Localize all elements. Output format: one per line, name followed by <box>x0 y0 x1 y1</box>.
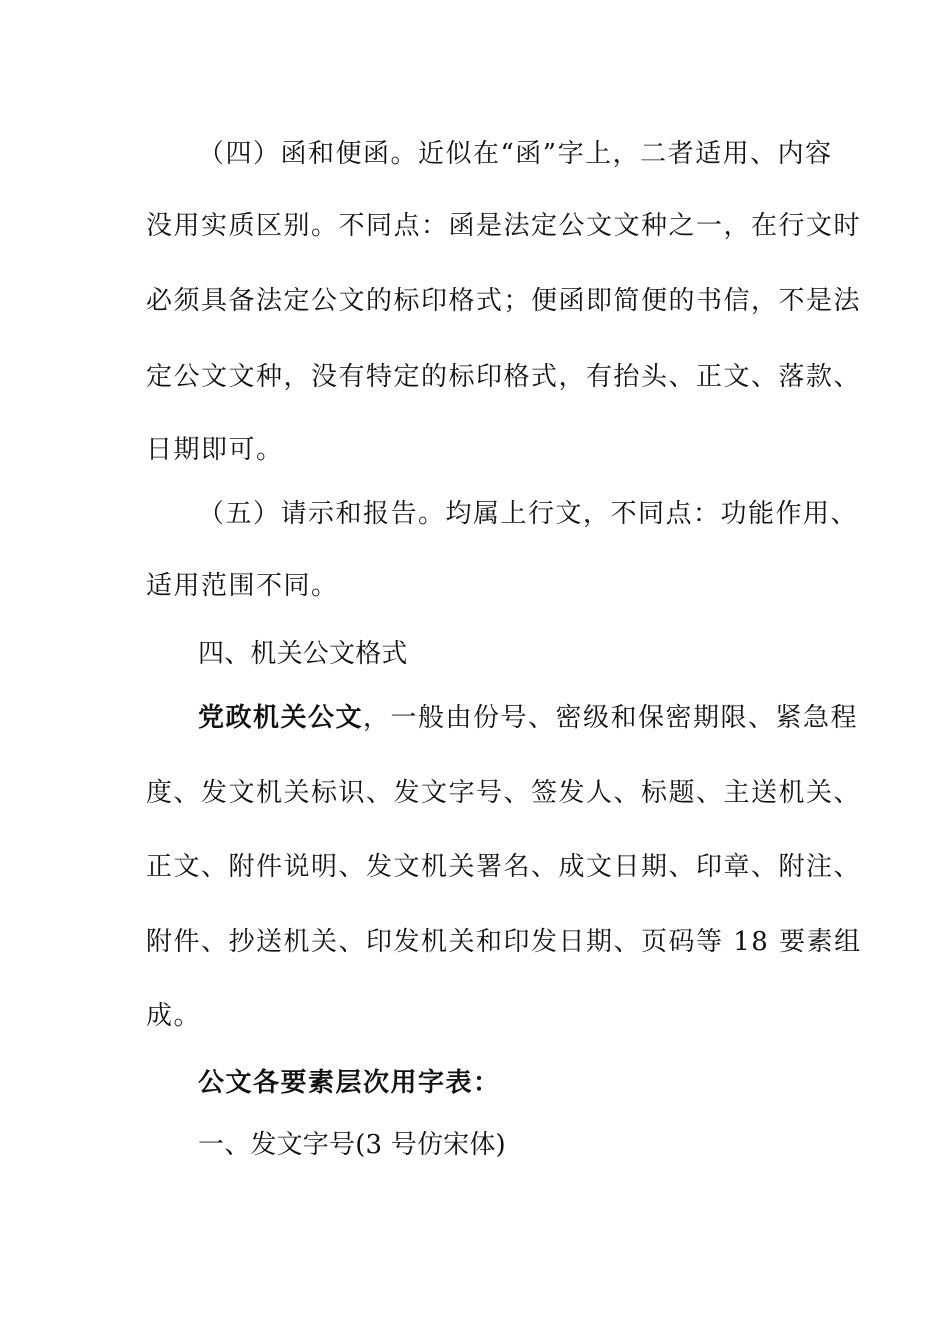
paragraph-format-line-1 <box>198 702 868 734</box>
section-heading: 四、机关公文格式 <box>198 639 408 669</box>
paragraph-4-line-5: 日期即可。 <box>146 435 284 465</box>
paragraph-format-line-4: 附件、抄送机关、印发机关和印发日期、页码等 18 要素组 <box>146 927 862 957</box>
paragraph-5-line-2: 适用范围不同。 <box>146 571 339 601</box>
paragraph-4-line-2: 没用实质区别。不同点：函是法定公文文种之一，在行文时 <box>146 211 862 241</box>
list-item-1: 一、发文字号(3 号仿宋体) <box>198 1130 506 1160</box>
paragraph-4-line-4: 定公文文种，没有特定的标印格式，有抬头、正文、落款、 <box>146 362 862 392</box>
paragraph-format-line-1-text: ，一般由份号、密级和保密期限、紧急程 <box>363 703 859 733</box>
paragraph-4-line-3: 必须具备法定公文的标印格式；便函即简便的书信，不是法 <box>146 286 862 316</box>
paragraph-format-line-2: 度、发文机关标识、发文字号、签发人、标题、主送机关、 <box>146 778 862 808</box>
table-heading: 公文各要素层次用字表： <box>198 1068 501 1098</box>
paragraph-format-line-5: 成。 <box>146 1001 202 1031</box>
bold-lead-text: 党政机关公文 <box>198 703 364 733</box>
paragraph-5-line-1: （五）请示和报告。均属上行文，不同点：功能作用、 <box>198 499 859 529</box>
paragraph-4-line-1: （四）函和便函。近似在“函”字上，二者适用、内容 <box>198 139 833 169</box>
paragraph-format-line-3: 正文、附件说明、发文机关署名、成文日期、印章、附注、 <box>146 852 862 882</box>
